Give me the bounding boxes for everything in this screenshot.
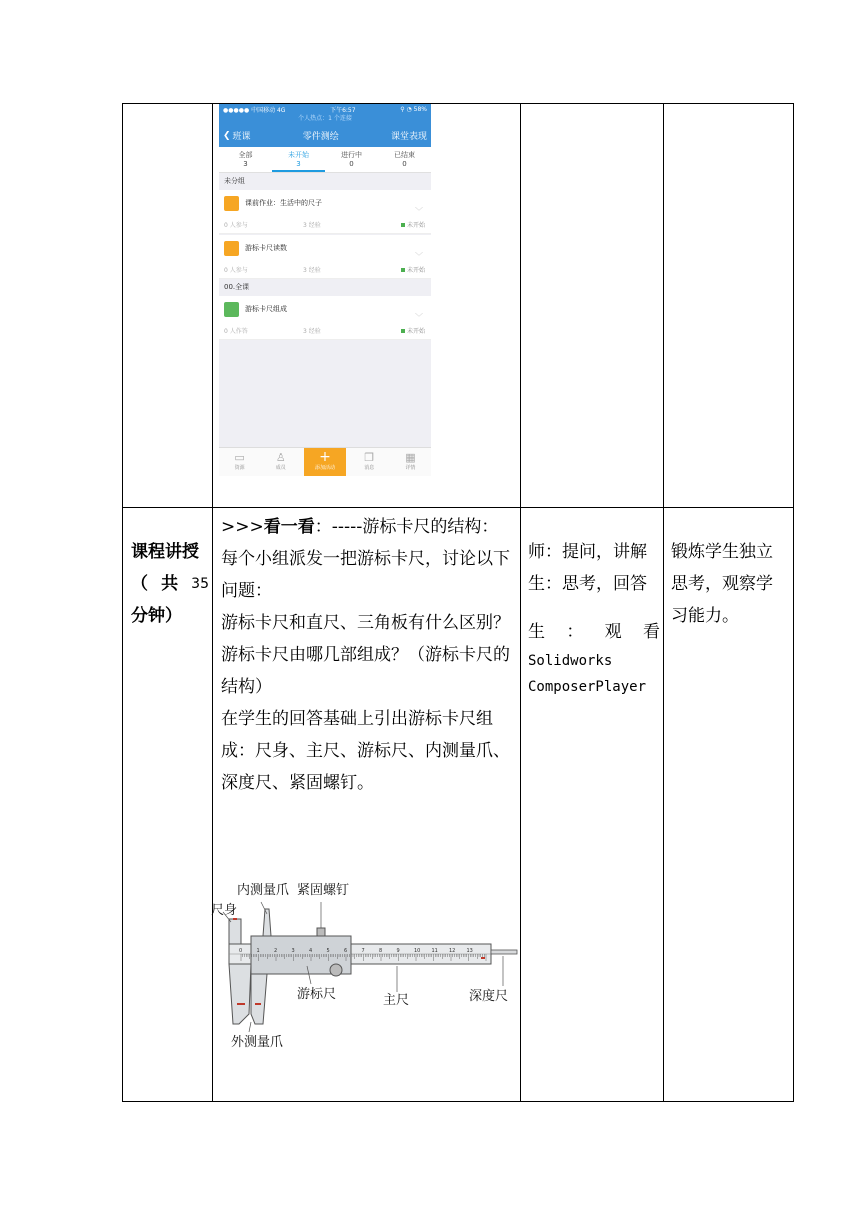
minutes-value: 35	[191, 576, 209, 592]
label-inner-jaw: 内测量爪	[237, 883, 290, 898]
phone-screenshot	[219, 104, 431, 476]
status-label: 未开始	[406, 222, 425, 229]
stage-cell	[131, 536, 209, 632]
task-title: 游标卡尺读数	[245, 244, 287, 252]
slider-lower-jaw	[251, 974, 267, 1024]
software-name: Solidworks	[528, 653, 613, 669]
content-heading	[221, 511, 519, 543]
colon: ：	[566, 622, 584, 642]
tab-resources[interactable]	[219, 448, 260, 476]
gong-label: 共	[161, 574, 179, 594]
task-participants: 0 人参与	[224, 267, 248, 274]
row-divider	[123, 507, 793, 508]
chevron-down-icon: ﹀	[415, 207, 423, 216]
stage-duration-end: 分钟）	[131, 606, 182, 626]
tab-bar	[219, 147, 431, 173]
tab-label: 已结束	[394, 151, 415, 159]
paren-open: （	[131, 574, 148, 594]
task-icon	[224, 196, 239, 211]
tab-in-progress[interactable]	[325, 147, 378, 172]
tab-not-started[interactable]	[272, 147, 325, 172]
folder-icon: ▭	[234, 451, 245, 464]
watch-char-1: 观	[604, 622, 622, 642]
label-main-scale: 主尺	[383, 993, 410, 1008]
tab-label: 全部	[238, 151, 253, 159]
content-line: 游标卡尺由哪几部组成？（游标卡尺的结构）	[221, 645, 510, 697]
lesson-plan-table	[122, 103, 794, 1102]
task-experience: 3 经验	[303, 328, 321, 335]
column-divider	[663, 104, 664, 1101]
task-title: 课前作业：生活中的尺子	[245, 199, 322, 207]
hotspot-banner: 个人热点：1 个连接	[219, 114, 431, 124]
clock-label: 下午6:57	[330, 106, 356, 114]
scale-number: 13	[466, 948, 473, 954]
vernier-caliper-diagram	[211, 874, 521, 1054]
leader-line	[261, 902, 267, 914]
tab-label: 进行中	[341, 151, 362, 159]
student-activity: 生：思考，回答	[528, 574, 647, 594]
software-name: ComposerPlayer	[528, 679, 647, 695]
label-locking-screw: 紧固螺钉	[297, 883, 350, 898]
student-label: 生	[528, 622, 545, 642]
scale-number: 4	[309, 948, 313, 954]
group-label: 未分组	[224, 177, 245, 185]
thumb-wheel	[330, 964, 342, 976]
status-label: 未开始	[406, 267, 425, 274]
back-label: 班课	[232, 132, 251, 142]
label-outer-jaw: 外测量爪	[231, 1035, 284, 1050]
task-item[interactable]	[219, 235, 431, 279]
task-item[interactable]	[219, 190, 431, 234]
content-line: 每个小组派发一把游标卡尺，讨论以下问题：	[221, 549, 510, 601]
task-item[interactable]	[219, 296, 431, 340]
scale-number: 0	[239, 948, 243, 954]
chevron-left-icon: ❮	[223, 130, 231, 141]
depth-rod	[491, 950, 517, 954]
tab-count: 3	[296, 160, 301, 168]
tab-count: 0	[349, 160, 354, 168]
content-line: 在学生的回答基础上引出游标卡尺组成：尺身、主尺、游标尺、内测量爪、深度尺、紧固螺钉。	[221, 709, 510, 793]
stage-duration-line	[131, 568, 209, 600]
tab-label: 未开始	[288, 151, 309, 159]
fixed-lower-jaw	[229, 964, 251, 1024]
task-icon	[224, 241, 239, 256]
tab-label: 成员	[275, 465, 286, 471]
scale-number: 9	[396, 948, 400, 954]
content-line: 游标卡尺和直尺、三角板有什么区别？	[221, 613, 510, 633]
heading-rest: ：-----游标卡尺的结构：	[314, 517, 499, 537]
label-vernier-scale: 游标尺	[297, 987, 337, 1002]
task-experience: 3 经验	[303, 222, 321, 229]
task-title: 游标卡尺组成	[245, 305, 287, 313]
tab-label: 消息	[364, 465, 375, 471]
label-body: 尺身	[211, 903, 238, 918]
task-status	[401, 265, 425, 274]
activity-cell	[528, 536, 660, 700]
chevron-down-icon: ﹀	[415, 313, 423, 322]
class-performance-button[interactable]: 课堂表现	[390, 132, 427, 142]
heading-prefix: >>>	[221, 517, 264, 537]
tab-label: 资源	[234, 465, 245, 471]
chat-icon: ❐	[364, 451, 375, 464]
status-bar	[219, 104, 431, 114]
scale-number: 2	[274, 948, 278, 954]
carrier-label: ●●●●● 中国移动 4G	[223, 106, 286, 114]
stage-title: 课程讲授	[131, 542, 199, 562]
nav-title: 零件测绘	[302, 132, 339, 142]
tab-count: 0	[402, 160, 407, 168]
purpose-cell: 锻炼学生独立思考，观察学习能力。	[671, 542, 773, 626]
slider-upper-jaw	[263, 909, 271, 936]
scale-number: 5	[326, 948, 330, 954]
tab-messages[interactable]	[349, 448, 390, 476]
scale-number: 7	[361, 948, 365, 954]
label-depth-rod: 深度尺	[469, 989, 509, 1004]
task-status	[401, 220, 425, 229]
watch-char-2: 看	[642, 622, 660, 642]
tab-finished[interactable]	[378, 147, 431, 172]
add-activity-button[interactable]	[304, 448, 345, 476]
nav-bar	[219, 124, 431, 147]
task-status	[401, 326, 425, 335]
scale-number: 10	[414, 948, 421, 954]
battery-label: ⚲ ◔ 58%	[400, 105, 427, 113]
tab-members[interactable]	[260, 448, 301, 476]
scale-number: 3	[291, 948, 295, 954]
status-label: 未开始	[406, 328, 425, 335]
task-participants: 0 人参与	[224, 222, 248, 229]
status-dot-icon	[401, 329, 405, 333]
chevron-down-icon: ﹀	[415, 252, 423, 261]
locking-screw	[317, 928, 325, 936]
bottom-tab-bar	[219, 447, 431, 476]
status-dot-icon	[401, 223, 405, 227]
back-button[interactable]	[223, 129, 251, 142]
status-dot-icon	[401, 268, 405, 272]
task-participants: 0 人作答	[224, 328, 248, 335]
plus-icon: +	[319, 449, 331, 465]
student-watch-line	[528, 616, 660, 648]
task-icon	[224, 302, 239, 317]
task-experience: 3 经验	[303, 267, 321, 274]
tab-details[interactable]	[390, 448, 431, 476]
fixed-upper-jaw	[229, 919, 241, 944]
heading-bold: 看一看	[263, 517, 315, 537]
tab-label: 添加活动	[315, 465, 336, 471]
scale-number: 11	[431, 948, 438, 954]
person-icon: ♙	[275, 451, 286, 464]
scale-number: 8	[379, 948, 383, 954]
scale-number: 6	[344, 948, 348, 954]
scale-number: 12	[449, 948, 456, 954]
tab-count: 3	[243, 160, 248, 168]
content-cell	[221, 511, 519, 799]
group-label: 00.全课	[224, 283, 250, 291]
scale-number: 1	[256, 948, 260, 954]
tab-all[interactable]	[219, 147, 272, 172]
leader-line	[249, 1022, 251, 1032]
grid-icon: ▦	[405, 451, 416, 464]
tab-label: 详情	[405, 465, 416, 471]
teacher-activity: 师：提问，讲解	[528, 542, 647, 562]
